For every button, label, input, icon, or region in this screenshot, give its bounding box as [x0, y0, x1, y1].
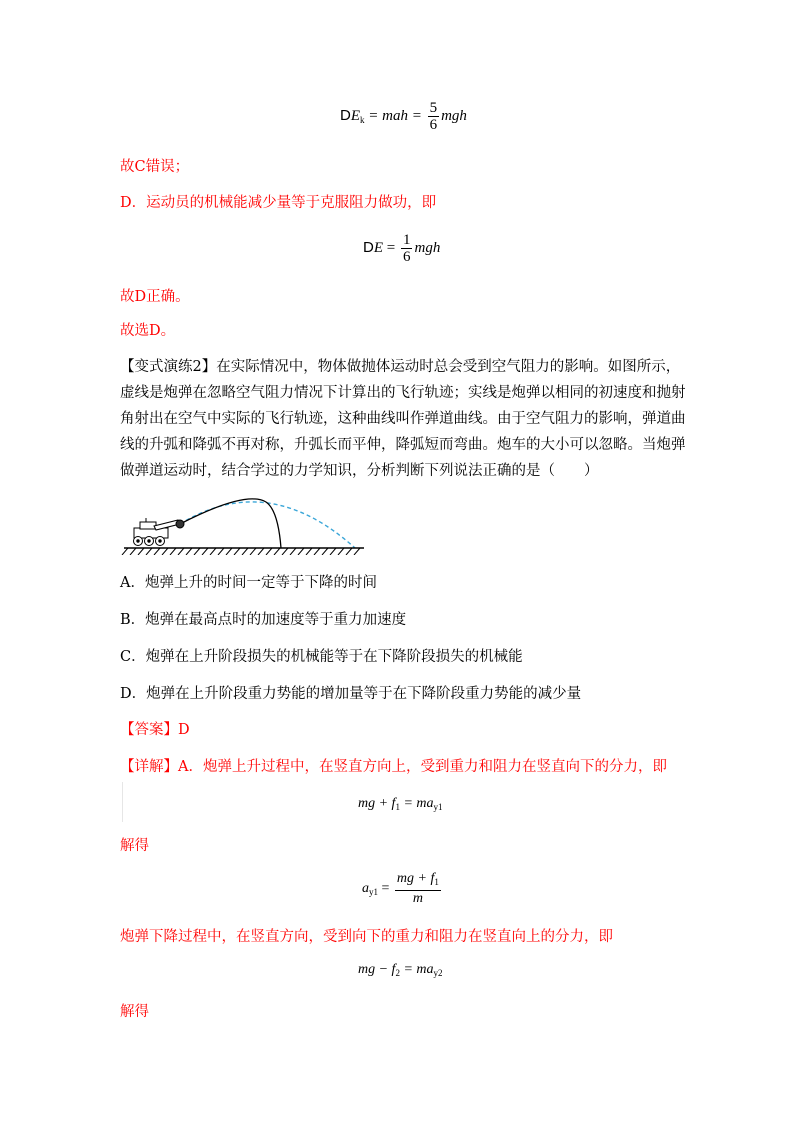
numerator — [395, 871, 441, 891]
equation-lhs: mg − f — [358, 962, 396, 977]
accel-symbol: a — [362, 881, 369, 897]
text-descent: 炮弹下降过程中，在竖直方向，受到向下的重力和阻力在竖直向上的分力，即 — [120, 929, 613, 945]
fraction — [428, 100, 440, 133]
energy-symbol: E — [373, 239, 384, 256]
denominator: 6 — [402, 249, 411, 265]
equals-sign: = — [386, 239, 396, 256]
numerator: 1 — [402, 232, 411, 248]
option-b: B．炮弹在最高点时的加速度等于重力加速度 — [120, 612, 407, 628]
equation-rhs: = ma — [403, 962, 434, 977]
option-c: C．炮弹在上升阶段损失的机械能等于在下降阶段损失的机械能 — [120, 649, 523, 665]
equation-rhs: = ma — [403, 796, 434, 811]
equation-kinetic-energy — [340, 100, 467, 133]
cannonball — [176, 520, 184, 528]
question-line: 角射出在空气中实际的飞行轨迹，这种曲线叫作弹道曲线。由于空气阻力的影响，弹道曲 — [120, 411, 686, 427]
subscript: 2 — [395, 968, 400, 978]
option-d: D．炮弹在上升阶段重力势能的增加量等于在下降阶段重力势能的减少量 — [120, 686, 582, 702]
subscript: y2 — [433, 968, 443, 978]
variant-label: 【变式演练2】 — [120, 359, 217, 375]
text-d-right: 故D正确。 — [120, 289, 190, 305]
denominator-text: m — [412, 891, 423, 906]
equation-ascent-force — [358, 796, 443, 812]
cannon-cart — [134, 518, 181, 546]
fraction — [401, 232, 413, 265]
denominator: 6 — [429, 117, 438, 133]
subscript: y1 — [433, 802, 443, 812]
actual-trajectory — [180, 499, 281, 548]
subscript: 1 — [395, 802, 400, 812]
equation-middle: = mah = — [368, 107, 422, 124]
option-a: A．炮弹上升的时间一定等于下降的时间 — [120, 575, 377, 591]
numerator: 5 — [429, 100, 438, 116]
question-line: 线的升弧和降弧不再对称，升弧长而平伸，降弧短而弯曲。炮车的大小可以忽略。当炮弹 — [120, 437, 686, 453]
margin-bar — [122, 782, 123, 822]
subscript: y1 — [369, 887, 378, 898]
equation-lhs: mg + f — [358, 796, 396, 811]
detail-explanation: 【详解】A．炮弹上升过程中，在竖直方向上，受到重力和阻力在竖直向下的分力，即 — [120, 759, 667, 775]
trajectory-figure — [118, 480, 368, 555]
equation-ascent-accel — [362, 871, 443, 907]
delta-symbol: D — [340, 106, 351, 124]
text-c-wrong: 故C错误； — [120, 159, 190, 175]
answer: 【答案】D — [120, 722, 190, 738]
question-line: 虚线是炮弹在忽略空气阻力情况下计算出的飞行轨迹；实线是炮弹以相同的初速度和抛射 — [120, 385, 686, 401]
text-solve-1: 解得 — [120, 838, 149, 854]
text-choose-d: 故选D。 — [120, 323, 176, 339]
equation-mechanical-energy — [363, 232, 440, 265]
variant-question — [120, 354, 685, 484]
ideal-trajectory — [180, 502, 355, 548]
question-line — [120, 354, 685, 380]
text-solve-2: 解得 — [120, 1004, 149, 1020]
equation-tail: mgh — [414, 239, 441, 256]
equation-tail: mgh — [441, 107, 467, 124]
denominator — [395, 891, 441, 907]
subscript: 1 — [434, 877, 439, 887]
energy-symbol: E — [350, 107, 361, 124]
question-text: 在实际情况中，物体做抛体运动时总会受到空气阻力的影响。如图所示， — [216, 359, 681, 375]
ground-hatching — [122, 548, 360, 555]
equation-descent-force — [358, 962, 443, 978]
numerator-text: mg + f — [396, 871, 435, 886]
fraction — [395, 871, 441, 907]
text-option-d-explain: D．运动员的机械能减少量等于克服阻力做功，即 — [120, 195, 437, 211]
question-line: 做弹道运动时，结合学过的力学知识，分析判断下列说法正确的是（ ） — [120, 463, 599, 479]
equals-sign: = — [381, 881, 390, 897]
delta-symbol: D — [363, 238, 374, 256]
subscript: k — [360, 114, 365, 125]
